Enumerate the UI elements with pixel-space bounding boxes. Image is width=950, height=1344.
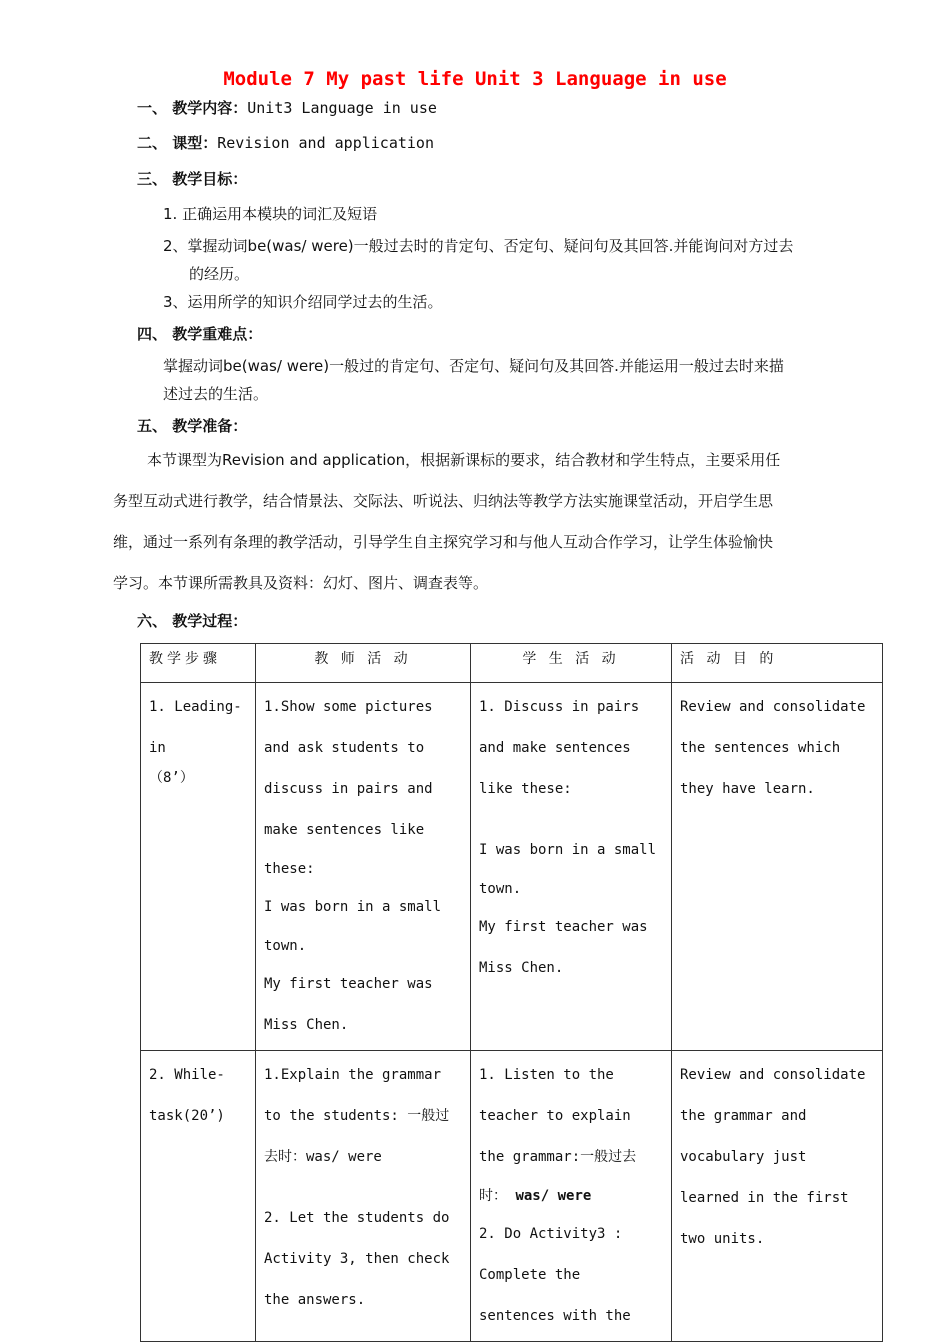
cell-text: teacher to explain bbox=[479, 1108, 631, 1124]
cell-text: Activity 3, then check bbox=[264, 1251, 450, 1267]
cell-text: 去时：was/ were bbox=[264, 1149, 382, 1165]
cell-text: 2. Do Activity3 : bbox=[479, 1226, 623, 1242]
cell-text: discuss in pairs and bbox=[264, 781, 433, 797]
teacher-activity-cell bbox=[256, 1051, 471, 1342]
cell-text: like these: bbox=[479, 781, 572, 797]
cell-text: 2. While- bbox=[149, 1067, 225, 1083]
cell-text: task(20’) bbox=[149, 1108, 225, 1124]
preparation-paragraph bbox=[113, 440, 861, 604]
cell-text: town. bbox=[479, 881, 522, 897]
document-title: Module 7 My past life Unit 3 Language in use bbox=[223, 68, 727, 90]
preparation-line: 学习。本节课所需教具及资料：幻灯、图片、调查表等。 bbox=[113, 574, 489, 592]
cell-text: the grammar and bbox=[680, 1108, 807, 1124]
cell-text: 2. Let the students do bbox=[264, 1210, 450, 1226]
header-purpose: 活 动 目 的 bbox=[672, 644, 883, 683]
cell-text: two units. bbox=[680, 1231, 765, 1247]
objective-item-continued: 的经历。 bbox=[189, 265, 250, 283]
header-student: 学 生 活 动 bbox=[471, 644, 672, 683]
cell-text: in bbox=[149, 740, 166, 756]
section-1 bbox=[137, 97, 437, 118]
section-2-label: 二、 课型： bbox=[137, 134, 218, 152]
cell-text: Miss Chen. bbox=[479, 960, 564, 976]
cell-text: （8’） bbox=[149, 770, 194, 786]
cell-text: My first teacher was bbox=[264, 976, 433, 992]
section-4-label: 四、 教学重难点： bbox=[137, 325, 263, 343]
table-row bbox=[141, 1051, 883, 1342]
teaching-process-table bbox=[140, 643, 883, 1342]
cell-text-bold: was/ were bbox=[515, 1188, 592, 1204]
cell-text bbox=[479, 1178, 663, 1214]
cell-text: Review and consolidate bbox=[680, 1067, 866, 1083]
step-cell bbox=[141, 683, 256, 1051]
cell-text: 1. Listen to the bbox=[479, 1067, 614, 1083]
student-activity-cell bbox=[471, 683, 672, 1051]
preparation-line: 务型互动式进行教学，结合情景法、交际法、听说法、归纳法等教学方法实施课堂活动，开启学生思 bbox=[113, 492, 774, 510]
key-points-line: 述过去的生活。 bbox=[163, 385, 269, 403]
cell-text: I was born in a small bbox=[479, 842, 657, 858]
cell-text: My first teacher was bbox=[479, 919, 648, 935]
section-3-label: 三、 教学目标： bbox=[137, 170, 248, 188]
cell-text: learned in the first bbox=[680, 1190, 849, 1206]
table-header-row bbox=[141, 644, 883, 683]
cell-text: 1.Explain the grammar bbox=[264, 1067, 442, 1083]
section-1-value: Unit3 Language in use bbox=[247, 99, 437, 117]
student-activity-cell bbox=[471, 1051, 672, 1342]
step-cell bbox=[141, 1051, 256, 1342]
purpose-cell bbox=[672, 683, 883, 1051]
cell-text: these: bbox=[264, 861, 315, 877]
cell-text: Review and consolidate bbox=[680, 699, 866, 715]
teacher-activity-cell bbox=[256, 683, 471, 1051]
cell-text: they have learn. bbox=[680, 781, 815, 797]
section-1-label: 一、 教学内容： bbox=[137, 99, 248, 117]
cell-text: the grammar:一般过去 bbox=[479, 1149, 637, 1165]
cell-text: 1. Discuss in pairs bbox=[479, 699, 640, 715]
cell-text: 1. Leading- bbox=[149, 699, 242, 715]
cell-text: the answers. bbox=[264, 1292, 366, 1308]
section-2-value: Revision and application bbox=[217, 134, 434, 152]
purpose-cell bbox=[672, 1051, 883, 1342]
cell-text: make sentences like bbox=[264, 822, 425, 838]
cell-text: and make sentences bbox=[479, 740, 631, 756]
cell-text: 时： bbox=[479, 1188, 507, 1204]
cell-text: Complete the bbox=[479, 1267, 581, 1283]
objective-item: 2、掌握动词be(was/ were)一般过去时的肯定句、否定句、疑问句及其回答.并能询问对方过去 bbox=[163, 237, 794, 255]
preparation-line: 维，通过一系列有条理的教学活动，引导学生自主探究学习和与他人互动合作学习，让学生体验愉快 bbox=[113, 533, 774, 551]
header-step: 教学步骤 bbox=[141, 644, 256, 683]
key-points-line: 掌握动词be(was/ were)一般过的肯定句、否定句、疑问句及其回答.并能运用一般过去时来描 bbox=[163, 357, 784, 375]
cell-text: 1.Show some pictures bbox=[264, 699, 433, 715]
section-5-label: 五、 教学准备： bbox=[137, 417, 248, 435]
cell-text: the sentences which bbox=[680, 740, 841, 756]
section-2 bbox=[137, 132, 434, 153]
table-row bbox=[141, 683, 883, 1051]
cell-text: town. bbox=[264, 938, 307, 954]
objective-item: 3、运用所学的知识介绍同学过去的生活。 bbox=[163, 293, 443, 311]
section-6-label: 六、 教学过程： bbox=[137, 612, 248, 630]
objective-item: 1. 正确运用本模块的词汇及短语 bbox=[163, 205, 378, 223]
cell-text: Miss Chen. bbox=[264, 1017, 349, 1033]
header-teacher: 教 师 活 动 bbox=[256, 644, 471, 683]
preparation-line: 本节课型为Revision and application，根据新课标的要求，结合教材和学生特点，主要采用任 bbox=[147, 451, 781, 469]
cell-text: vocabulary just bbox=[680, 1149, 807, 1165]
cell-text: sentences with the bbox=[479, 1308, 631, 1324]
cell-text: to the students: 一般过 bbox=[264, 1108, 450, 1124]
cell-text: and ask students to bbox=[264, 740, 425, 756]
cell-text: I was born in a small bbox=[264, 899, 442, 915]
